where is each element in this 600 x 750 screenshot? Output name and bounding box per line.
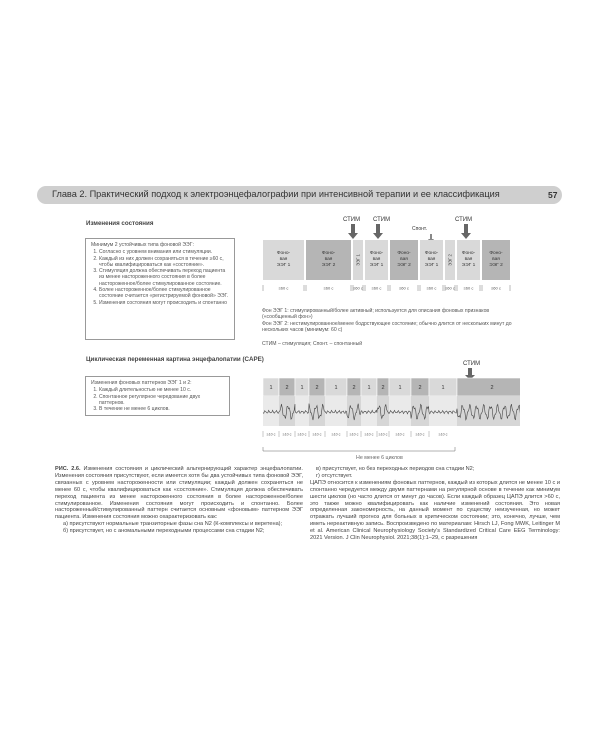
state-block-label: Фоно-: [369, 251, 384, 256]
state-legend-1: Фон ЭЭГ 1: стимулированный/более активный; используется для описания фоновых признаков («сообщенный фон»): [262, 308, 490, 321]
state-block-label: ЭЭГ 1: [461, 263, 476, 268]
cape-segment-label: 1: [398, 385, 402, 391]
cape-box: [85, 376, 230, 416]
caption-text: Изменения состояния и циклический альтернирующий характер энцефалопатии. Изменения состояния присутствуют, если имеется хотя бы два устойчивых типа фоновой ЭЭГ, связанных с уровнем настороженности или стимуляции; каждый должен сохраняться не менее 60 с, чтобы квалифицироваться как «состояние». Стимуляция должна обеспечивать переход пациента из менее настороженного состояния в более настороженное/более стимулированное. Изменения состояния могут происходить и спонтанно. Более настороженный/стимулированный паттерн считается основным «фоновым» паттерном ЭЭГ пациента. Изменения состояния можно охарактеризовать как:: [55, 466, 303, 521]
cape-list-item: 1. Каждый длительностью не менее 10 с.: [99, 387, 224, 393]
cape-title: Циклическая переменная картина энцефалопатии (CAPE): [86, 356, 264, 363]
state-changes-list-item: 5. Изменения состояния могут происходить и спонтанно: [99, 300, 229, 306]
cape-segment-band: [389, 396, 411, 426]
state-changes-list-item: 2. Каждый из них должен сохраняться в течение ≥60 с, чтобы квалифицироваться как «состояние».: [99, 256, 229, 269]
cape-segment: [457, 378, 520, 396]
state-legend-2: Фон ЭЭГ 2: нестимулированное/менее бодрствующее состояние; обычно длится от нескольких минут до нескольких часов (минимум: 60 с): [262, 321, 512, 334]
duration-label: ≥60 с: [399, 285, 409, 291]
duration-label: ≥10 с: [438, 432, 448, 437]
cape-box-title: Изменения фоновых паттернов ЭЭГ 1 и 2:: [91, 380, 192, 386]
duration-label: ≥10 с: [364, 432, 374, 437]
duration-label: ≥60 с: [371, 285, 382, 291]
cape-segment-band: [295, 396, 309, 426]
state-changes-diagram: [255, 212, 515, 312]
duration-label: ≥60 с: [353, 285, 363, 291]
chapter-title: Глава 2. Практический подход к электроэнцефалографии при интенсивной терапии и ее классификация: [52, 189, 500, 199]
state-block-label: ЭЭГ 2: [447, 254, 453, 266]
abbreviations: СТИМ – стимуляция; Спонт. – спонтанный: [262, 341, 363, 347]
duration-label: ≥10 с: [282, 432, 292, 437]
figure-caption-right: [310, 466, 560, 542]
state-block-label: Фоно-: [424, 251, 439, 256]
state-block-label: ЭЭГ 1: [276, 263, 291, 268]
cape-segment-label: 2: [315, 385, 319, 391]
duration-label: ≥10 с: [331, 432, 341, 437]
state-changes-list-item: 1. Согласно с уровнем внимания или стимуляции.: [99, 249, 229, 255]
state-changes-list-item: 4. Более настороженное/более стимулированное состояние считается «регистрируемой фоновой» ЭЭГ.: [99, 287, 229, 300]
duration-label: ≥10 с: [312, 432, 322, 437]
state-block-label: ЭЭГ 1: [355, 254, 361, 266]
cape-segment-band: [309, 396, 325, 426]
stim-arrow-icon: [348, 224, 358, 239]
cape-segments: [263, 378, 520, 426]
duration-label: ≥10 с: [297, 432, 307, 437]
cape-segment-label: 2: [418, 385, 422, 391]
state-block-label: вая: [279, 257, 288, 262]
cape-stim-label: СТИМ: [463, 361, 481, 367]
figure-caption-left: [55, 466, 303, 535]
duration-label: ≥60 с: [445, 285, 455, 291]
stim-arrow-icon: [461, 224, 471, 239]
state-changes-box-title: Минимум 2 устойчивых типа фоновой ЭЭГ:: [91, 242, 194, 248]
cycles-label: Не менее 6 циклов: [356, 455, 403, 461]
state-changes-list: [91, 249, 229, 306]
state-block-label: вая: [400, 257, 408, 262]
cape-segment-band: [279, 396, 295, 426]
state-changes-title: Изменения состояния: [86, 220, 154, 227]
state-block-label: ЭЭГ 1: [369, 263, 384, 268]
duration-label: ≥10 с: [415, 432, 425, 437]
cape-durations: [263, 431, 448, 437]
cape-segment-band: [361, 396, 377, 426]
stim-label: СТИМ: [343, 217, 361, 223]
state-blocks: [263, 240, 510, 280]
page-number: 57: [548, 190, 558, 200]
stim-label: СТИМ: [373, 217, 391, 223]
caption-list-item: б) присутствует, но с аномальными переходными процессами сна стадии N2;: [63, 528, 265, 535]
duration-label: ≥60 с: [426, 285, 437, 291]
figure-label: РИС. 2.6.: [55, 466, 81, 472]
caption-list-item: г) отсутствует.: [316, 472, 353, 479]
duration-label: ≥10 с: [395, 432, 405, 437]
cape-segment-label: 1: [367, 385, 371, 391]
state-block-label: вая: [372, 257, 381, 262]
cape-segment-label: 2: [285, 385, 289, 391]
stim-label: СТИМ: [455, 217, 473, 223]
state-block-label: Фоно-: [276, 251, 291, 256]
duration-label: ≥60 с: [323, 285, 334, 291]
duration-label: ≥10 с: [266, 432, 276, 437]
state-block-label: вая: [427, 257, 436, 262]
duration-label: ≥60 с: [491, 285, 501, 291]
state-block-label: вая: [492, 257, 500, 262]
state-block-label: ЭЭГ 2: [321, 263, 336, 268]
cape-list-item: 2. Спонтанное регулярное чередование двух паттернов.: [99, 394, 224, 407]
duration-label: ≥10 с: [378, 432, 388, 437]
cape-diagram: [255, 356, 520, 460]
spont-label: Спонт.: [412, 226, 427, 232]
duration-label: ≥60 с: [463, 285, 474, 291]
state-block-label: Фоно-: [461, 251, 476, 256]
state-block-label: Фоно-: [489, 251, 503, 256]
state-block-label: ЭЭГ 1: [424, 263, 439, 268]
state-block-label: вая: [464, 257, 473, 262]
cape-list: [91, 387, 224, 412]
duration-label: ≥60 с: [278, 285, 289, 291]
cape-segment-label: 2: [490, 385, 494, 391]
state-block-label: вая: [324, 257, 333, 262]
caption-list-item: в) присутствует, но без переходных периодов сна стадии N2;: [316, 466, 475, 472]
state-changes-list-item: 3. Стимуляция должна обеспечивать переход пациента из менее настороженного состояния в более настороженное/более стимулированное состояние.: [99, 268, 229, 287]
state-block-label: Фоно-: [397, 251, 411, 256]
state-block-label: Фоно-: [321, 251, 336, 256]
cape-list-item: 3. В течение не менее 6 циклов.: [99, 406, 224, 412]
caption-text: ЦАПЭ относится к изменениям фоновых паттернов, каждый из которых длится не менее 10 с и спонтанно чередуется между двумя паттернами на регулярной основе в течение как минимум шести циклов (но часто длится от минут до часов). Если каждый образец ЦАПЭ длится >60 с, это также можно квалифицировать как наличие изменений состояния. Это новая определенная закономерность, на данный момент по существу неизученная, но может отражать лучший прогноз для больных в критическом состоянии; это, конечно, лучше, чем иметь нереактивную запись. Воспроизведено по материалам: Hirsch LJ, Fong MWK, Leitinger M et al. American Clinical Neurophysiology Society's Standardized Critical Care EEG Terminology: 2021 Version. J Clin Neurophysiol. 2021;38(1):1–29, с разрешения: [310, 479, 560, 542]
cape-segment-label: 1: [334, 385, 338, 391]
cape-segment-label: 1: [300, 385, 304, 391]
state-changes-box: [85, 238, 235, 340]
caption-list-item: а) присутствуют нормальные транзиторные фазы сна N2 (К-комплексы и веретена);: [63, 521, 283, 528]
cape-segment-label: 1: [269, 385, 273, 391]
cape-segment-label: 2: [381, 385, 385, 391]
cape-segment-band: [457, 396, 520, 426]
stim-arrow-icon: [373, 224, 383, 239]
cape-segment-label: 1: [441, 385, 445, 391]
cape-segment-label: 2: [352, 385, 356, 391]
state-durations: [263, 285, 510, 291]
duration-label: ≥10 с: [349, 432, 359, 437]
state-block-label: ЭЭГ 2: [489, 263, 503, 268]
state-block-label: ЭЭГ 2: [397, 263, 411, 268]
